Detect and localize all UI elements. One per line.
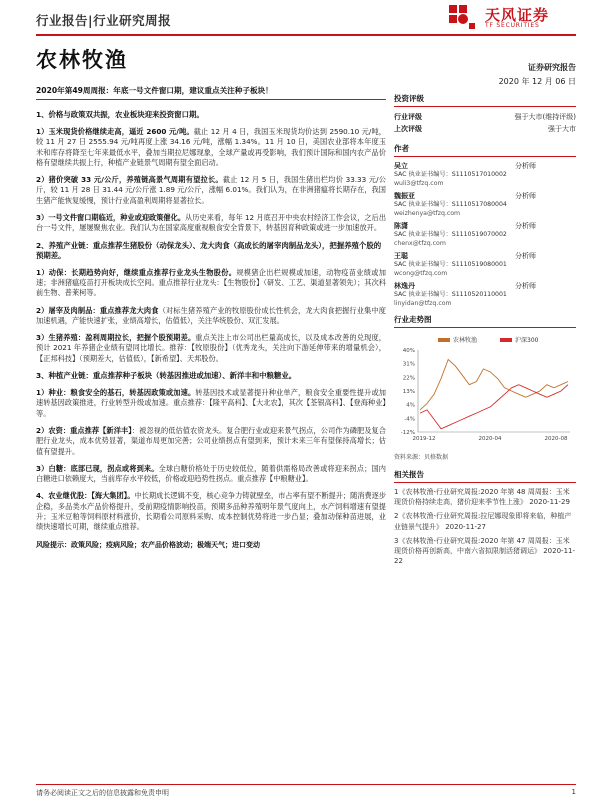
paragraph-lead: 4、农业继优股：【海大集团】。: [36, 491, 135, 501]
paragraph-lead: 2）猪价突破 33 元/公斤，养殖链高景气周期有望拉长。: [36, 175, 223, 185]
paragraph-pig-farming: [36, 333, 386, 364]
analyst-header: [394, 191, 576, 201]
paragraph-slaughter: [36, 306, 386, 327]
x-tick-label: 2020-04: [478, 436, 502, 442]
paragraph-seeds: [36, 388, 386, 419]
paragraph-lead: 1）玉米现货价格继续走高，逼近 2600 元/吨。: [36, 127, 194, 136]
analyst-entry: [394, 221, 576, 248]
section-3-heading: 3、种植产业链：重点推荐种子板块（转基因推进或加速）、新洋丰和中粮糖业。: [36, 371, 297, 381]
author-heading: 作者: [394, 143, 576, 157]
paragraph-lead: 1）动保：长期趋势向好，继续重点推荐行业龙头生物股份。: [36, 267, 237, 277]
paragraph-corn: [36, 127, 386, 168]
page-header: [0, 0, 600, 36]
logo-text-en: TF SECURITIES: [485, 22, 540, 29]
analyst-header: [394, 161, 576, 171]
header-divider: [36, 34, 576, 36]
paragraph-fertilizer: [36, 426, 386, 457]
analyst-name: 魏振亚: [394, 192, 415, 200]
related-heading: 相关报告: [394, 469, 576, 483]
legend-swatch: [500, 338, 512, 342]
paragraph-lead: 2）屠宰及肉制品：重点推荐龙大肉食: [36, 305, 159, 315]
analyst-role: 分析师: [515, 252, 536, 260]
analyst-certificate: SAC 执业证书编号：S1110517080004: [394, 201, 507, 208]
analyst-entry: [394, 251, 576, 278]
legend-label: 沪深300: [515, 337, 539, 344]
chart-source: 资料来源：贝格数据: [394, 454, 449, 461]
analyst-entry: [394, 161, 576, 188]
chart-heading: 行业走势图: [394, 314, 576, 328]
paragraph-text: 截止 12 月 4 日，我国玉米现货均价达到 2590.10 元/吨，较 11 月 27 日 2555.94 元/吨再度上涨 34.16 元/吨，涨幅 1.34%。11 月 10 日，美国农业部将本年度玉米和库存将降至七年来最低水平，叠加当期拉尼娜现象，全球产量或再受影响，我们预计国际和国内农产品价格有望继续共振上行，种植产业链景气周期有望全面启动。: [36, 127, 386, 167]
analyst-entry: [394, 191, 576, 218]
analyst-name: 林逸丹: [394, 282, 415, 290]
page-number: 1: [571, 788, 576, 796]
analyst-header: [394, 221, 576, 231]
related-report-item[interactable]: 1《农林牧渔-行业研究周报:2020 年第 48 周周报：玉米现货价格持续走高，猪价迎来季节性上涨》 2020-11-29: [394, 488, 570, 507]
industry-trend-chart: [394, 332, 576, 450]
legend-swatch: [438, 338, 450, 342]
paragraph-text: 转基因技术或显著提升种业单产，粮食安全重要性提升或加速转基因政策推进，行业转型升级或加速。重点推荐：【隆平高科】、【大北农】，其次【荃银高科】、【登海种业】等。: [36, 388, 386, 418]
y-tick-label: 31%: [402, 361, 415, 368]
paragraph-lead: 3）一号文件窗口期临近，种业或迎政策催化。: [36, 213, 186, 223]
paragraph-text: （对标生猪养殖产业的牧原股份成长性机会，龙大肉食把握行业集中度加速机遇，产能快速扩张，业绩高增长，估值低），关注华统股份、双汇发展。: [36, 305, 386, 325]
y-tick-label: 13%: [402, 389, 415, 395]
analyst-certificate: SAC 执业证书编号：S1110519080001: [394, 261, 507, 268]
section-2-heading: 2、养殖产业链：重点推荐生猪股份（动保龙头）、龙大肉食（高成长的屠宰肉制品龙头），把握养殖个股的预期差。: [36, 240, 382, 260]
paragraph-text: 重点关注上市公司出栏量高成长，以及成本改善的兑现度，预计 2021 年养猪企业绩有望同比增长。推荐：【牧原股份】（优秀龙头，关注向下游延伸带来的增量机会），【正邦科技】（预期差大，估值低），【新希望】、天邦股份。: [36, 333, 386, 363]
analyst-email[interactable]: weizhenya@tfzq.com: [394, 209, 461, 217]
analyst-email[interactable]: wcong@tfzq.com: [394, 269, 448, 277]
series-line: [420, 360, 568, 410]
analyst-list: [394, 161, 576, 308]
analyst-name: 陈潇: [394, 222, 408, 230]
document-type: 行业报告|行业研究周报: [36, 13, 172, 28]
y-tick-label: 22%: [402, 375, 415, 382]
paragraph-sugar: [36, 464, 386, 485]
y-tick-label: -12%: [400, 430, 415, 436]
paragraph-animal-health: [36, 268, 386, 299]
tf-logo-icon: [445, 3, 479, 33]
industry-rating: [394, 111, 576, 123]
page-title: 农林牧渔: [36, 48, 128, 72]
analyst-name: 王聪: [394, 252, 408, 260]
risk-disclosure: 风险提示：政策风险；疫病风险；农产品价格波动；极端天气；进口变动: [36, 540, 260, 549]
analyst-header: [394, 251, 576, 261]
rating-heading: 投资评级: [394, 93, 576, 107]
previous-rating: [394, 123, 576, 135]
company-logo: [445, 3, 575, 33]
paragraph-text: 规模猪企出栏规模或加速，动物疫苗业绩或加速；非洲猪瘟疫苗打开板块成长空间。重点推荐行业龙头：【生物股份】（研发、工艺、渠道显著领先）；其次科前生物、普莱柯等。: [36, 267, 386, 298]
paragraph-text: 截止 12 月 5 日，我国生猪出栏均价 33.33 元/公斤，较 11 月 28 日 31.44 元/公斤涨 1.89 元/公斤，涨幅 6.01%。我们认为，在非洲猪瘟将长期存在，我国生猪产能恢复缓慢，预计行业高盈利周期将显著拉长。: [36, 175, 386, 205]
report-subtitle: 2020年第49周周报：年底一号文件窗口期，建议重点关注种子板块！: [36, 85, 386, 100]
x-tick-label: 2019-12: [412, 436, 436, 442]
analyst-role: 分析师: [515, 222, 536, 230]
disclaimer-note: 请务必阅读正文之后的信息披露和免责申明: [36, 789, 169, 797]
paragraph-text: 全球白糖价格处于历史较低位，随着供需格局改善或将迎来拐点；国内白糖进口依赖度大，当前库存水平较低，价格或迎趋势性拐点。重点推荐【中粮糖业】。: [36, 463, 386, 484]
footer-divider: [36, 784, 576, 785]
trend-chart-svg: [394, 332, 576, 450]
logo-text-cn: 天风证券: [485, 6, 550, 24]
analyst-email[interactable]: wuli3@tfzq.com: [394, 179, 444, 187]
rating-label: 行业评级: [394, 113, 422, 121]
section-1-heading: 1、价格与政策双共振，农业板块迎来投资窗口期。: [36, 110, 204, 119]
main-content: [36, 85, 386, 550]
previous-rating-label: 上次评级: [394, 125, 422, 133]
analyst-entry: [394, 281, 576, 308]
related-report-item[interactable]: 3《农林牧渔-行业研究周报:2020 年第 47 周周报：玉米现货价格再创新高，中南六省拟限制活猪调运》 2020-11-22: [394, 536, 575, 566]
paragraph-lead: 3）生猪养殖：盈利周期拉长，把握个股预期差。: [36, 333, 196, 343]
y-tick-label: -4%: [404, 416, 415, 423]
paragraph-text: ：被忽视的低估值农资龙头。复合肥行业或迎来景气拐点，公司作为磷肥及复合肥行业龙头，成本优势显著，渠道布局更加完善；公司业绩拐点有望到来，预计未来三年有望保持高增长；估值有望提升。: [36, 425, 386, 456]
y-tick-label: 4%: [406, 402, 415, 409]
paragraph-text: 从历史来看，每年 12 月底召开中央农村经济工作会议，之后出台一号文件，屡屡聚焦农业。我们认为在国家高度重视粮食安全背景下，转基因育种政策或进一步加速放开。: [36, 213, 387, 233]
analyst-email[interactable]: chenx@tfzq.com: [394, 239, 446, 247]
analyst-certificate: SAC 执业证书编号：S1110517010002: [394, 171, 507, 178]
sidebar: [394, 93, 576, 570]
analyst-certificate: SAC 执业证书编号：S1110520110001: [394, 291, 507, 298]
analyst-certificate: SAC 执业证书编号：S1110519070002: [394, 231, 507, 238]
paragraph-lead: 1）种业：粮食安全的基石，转基因政策或加速。: [36, 388, 196, 398]
paragraph-lead: 2）农资：重点推荐【新洋丰】: [36, 425, 132, 435]
analyst-header: [394, 281, 576, 291]
paragraph-lead: 3）白糖：底部已现，拐点或将到来。: [36, 463, 159, 473]
related-report-list: [394, 487, 576, 566]
analyst-role: 分析师: [515, 162, 536, 170]
paragraph-policy: [36, 213, 386, 234]
paragraph-text: 中长期成长逻辑不变，核心竞争力铸就壁垒，市占率有望不断提升；随消费逐步企稳，多品类水产品价格提升，受前期疫情影响投苗，预期多品种养殖明年景气度向上，水产饲料增速有望提升；玉米豆粕等饲料原材料涨价，长期看公司原料采购、成本控制优势将进一步凸显；叠加动保种苗进展，业绩快速增长可期，继续重点推荐。: [36, 491, 387, 532]
legend-label: 农林牧渔: [453, 337, 478, 344]
x-tick-label: 2020-08: [544, 436, 568, 442]
series-line: [420, 385, 568, 429]
analyst-email[interactable]: linyidan@tfzq.com: [394, 299, 452, 307]
related-report-item[interactable]: 2《农林牧渔-行业研究周报:拉尼娜现象即将来临，种植产业链景气提升》 2020-11-27: [394, 512, 572, 531]
analyst-role: 分析师: [515, 192, 536, 200]
rating-value: 强于大市(维持评级): [514, 113, 576, 121]
previous-rating-value: 强于大市: [548, 125, 576, 133]
paragraph-haid: [36, 491, 386, 532]
report-date: 2020 年 12 月 06 日: [498, 77, 576, 86]
y-tick-label: 40%: [402, 348, 415, 354]
analyst-role: 分析师: [515, 282, 536, 290]
analyst-name: 吴立: [394, 162, 408, 170]
paragraph-hog: [36, 175, 386, 206]
report-kind: 证券研究报告: [528, 63, 576, 72]
